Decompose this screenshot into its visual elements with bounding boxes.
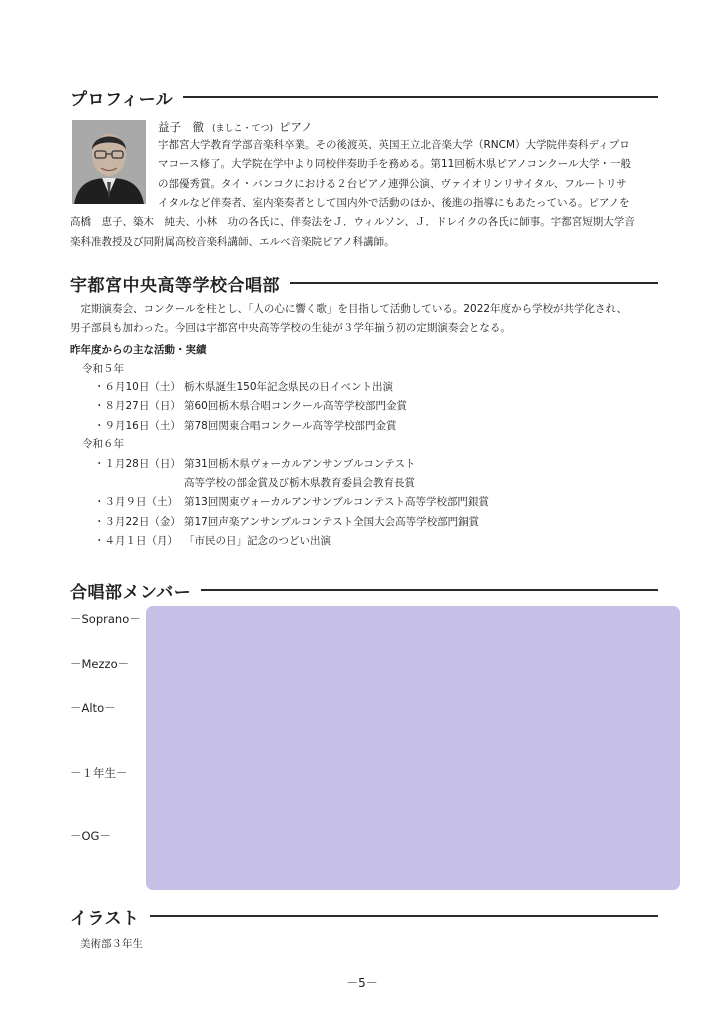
profile-section-heading xyxy=(70,86,658,108)
activities-title: 昨年度からの主な活動・実績 xyxy=(70,344,207,356)
profile-bio-line: 楽科准教授及び同附属高校音楽科講師、エルベ音楽院ピアノ科講師。 xyxy=(70,236,395,248)
year-label: 令和６年 xyxy=(82,438,124,450)
activity-item xyxy=(94,533,331,548)
members-section-heading xyxy=(70,579,658,601)
activity-date: ・１月28日（日） xyxy=(94,458,181,470)
profile-heading: プロフィール xyxy=(70,89,174,110)
profile-bio-line: イタルなど伴奏者、室内楽奏者として国内外で活動のほか、後進の指導にもあたっている。ピアノを xyxy=(158,197,630,209)
activity-desc: 高等学校の部金賞及び栃木県教育委員会教育長賞 xyxy=(184,477,415,489)
activity-item xyxy=(94,398,407,413)
activity-date: ・９月16日（土） xyxy=(94,420,181,432)
activity-item xyxy=(94,379,393,394)
activity-desc: 「市民の日」記念のつどい出演 xyxy=(184,535,331,547)
members-placeholder-box xyxy=(146,606,680,890)
part-label-first-year: －１年生－ xyxy=(70,766,128,780)
activity-date: ・３月９日（土） xyxy=(94,496,178,508)
profile-name-kana: (ましこ・てつ) xyxy=(212,124,274,134)
activity-desc: 第78回関東合唱コンクール高等学校部門金賞 xyxy=(184,420,397,432)
illust-heading-rule xyxy=(150,915,659,917)
activity-desc: 第17回声楽アンサンブルコンテスト全国大会高等学校部門銅賞 xyxy=(184,516,480,528)
activity-date: ・３月22日（金） xyxy=(94,516,181,528)
activity-item xyxy=(94,456,415,471)
year-label: 令和５年 xyxy=(82,363,124,375)
profile-bio-line: の部優秀賞。タイ・バンコクにおける２台ピアノ連弾公演、ヴァイオリンリサイタル、フルートリサ xyxy=(158,178,627,190)
part-label-og: －OG－ xyxy=(70,829,111,843)
activity-desc: 第13回関東ヴォーカルアンサンブルコンテスト高等学校部門銀賞 xyxy=(184,496,489,508)
school-intro xyxy=(70,300,660,338)
page-number: －5－ xyxy=(346,976,378,990)
members-heading-rule xyxy=(201,589,658,591)
activity-date: ・６月10日（土） xyxy=(94,381,181,393)
members-heading: 合唱部メンバー xyxy=(70,582,192,603)
activity-desc: 栃木県誕生150年記念県民の日イベント出演 xyxy=(184,381,394,393)
illust-credit: 美術部３年生 xyxy=(80,938,143,950)
profile-name-line xyxy=(158,119,313,135)
school-heading-rule xyxy=(290,282,658,284)
school-heading: 宇都宮中央高等学校合唱部 xyxy=(70,275,280,296)
profile-bio-line: マコース修了。大学院在学中より同校伴奏助手を務める。第11回栃木県ピアノコンクール大学・一般 xyxy=(158,158,632,170)
activity-date: ・８月27日（日） xyxy=(94,400,181,412)
activity-item xyxy=(94,475,415,490)
profile-bio-line: 高橋 恵子、築木 純夫、小林 功の各氏に、伴奏法をＪ．ウィルソン、Ｊ．ドレイクの各氏に師事。宇都宮短期大学音 xyxy=(70,216,635,228)
profile-instrument: ピアノ xyxy=(279,120,313,134)
profile-bio-line: 宇都宮大学教育学部音楽科卒業。その後渡英、英国王立北音楽大学（RNCM）大学院伴奏科ディプロ xyxy=(158,139,630,151)
activity-desc: 第60回栃木県合唱コンクール高等学校部門金賞 xyxy=(184,400,407,412)
part-label-soprano: －Soprano－ xyxy=(70,612,141,626)
illust-section-heading xyxy=(70,905,658,927)
illust-heading: イラスト xyxy=(70,908,140,929)
activity-item xyxy=(94,418,396,433)
activity-date xyxy=(94,475,184,490)
activity-date: ・４月１日（月） xyxy=(94,535,178,547)
school-section-heading xyxy=(70,272,658,294)
part-label-alto: －Alto－ xyxy=(70,701,116,715)
portrait-photo xyxy=(72,120,146,204)
activity-item xyxy=(94,494,489,509)
school-intro-line: 定期演奏会、コンクールを柱とし、「人の心に響く歌」を目指して活動している。2022年度から学校が共学化され、 xyxy=(70,303,628,315)
part-label-mezzo: －Mezzo－ xyxy=(70,657,130,671)
profile-heading-rule xyxy=(183,96,658,98)
school-intro-line: 男子部員も加わった。今回は宇都宮中央高等学校の生徒が３学年揃う初の定期演奏会となる。 xyxy=(70,322,511,334)
activity-item xyxy=(94,514,479,529)
profile-name: 益子 徹 xyxy=(158,120,204,134)
activity-desc: 第31回栃木県ヴォーカルアンサンブルコンテスト xyxy=(184,458,416,470)
